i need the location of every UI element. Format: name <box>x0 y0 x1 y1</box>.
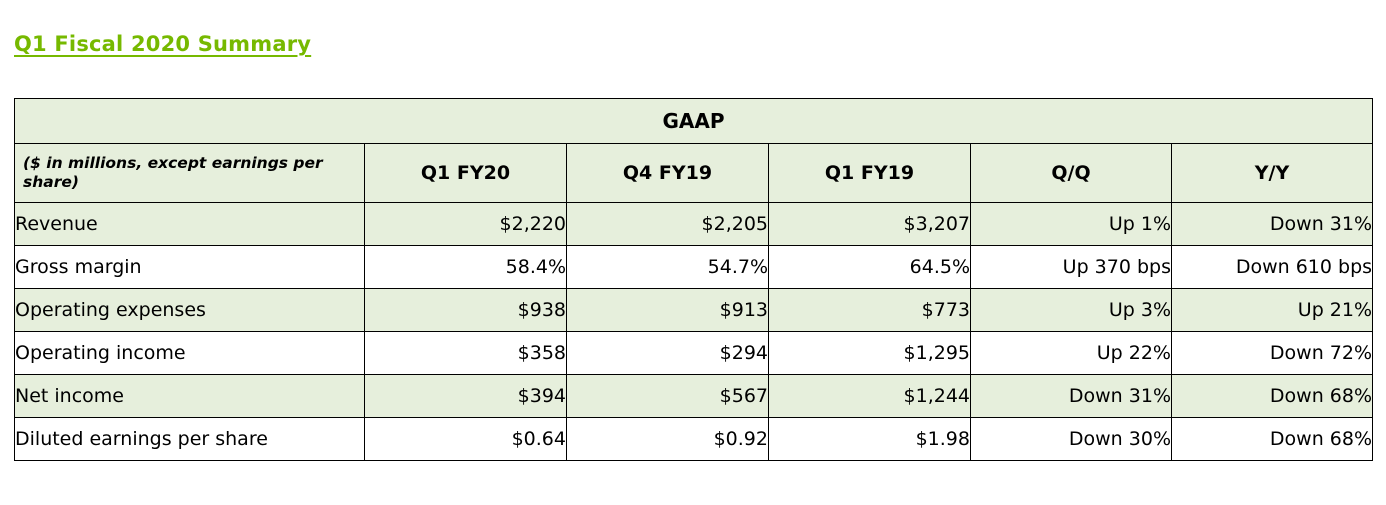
cell-gross-margin-q4fy19: 54.7% <box>567 246 769 289</box>
row-label-diluted-eps: Diluted earnings per share <box>15 418 365 461</box>
row-label-net-income: Net income <box>15 375 365 418</box>
row-label-operating-expenses: Operating expenses <box>15 289 365 332</box>
summary-table-container <box>14 98 1372 461</box>
cell-gross-margin-q1fy20: 58.4% <box>365 246 567 289</box>
cell-operating-income-qq: Up 22% <box>971 332 1172 375</box>
table-row <box>15 203 1373 246</box>
cell-operating-expenses-q4fy19: $913 <box>567 289 769 332</box>
table-row <box>15 246 1373 289</box>
cell-net-income-q1fy20: $394 <box>365 375 567 418</box>
cell-gross-margin-q1fy19: 64.5% <box>769 246 971 289</box>
table-group-header-row <box>15 99 1373 144</box>
cell-operating-income-q1fy20: $358 <box>365 332 567 375</box>
cell-diluted-eps-qq: Down 30% <box>971 418 1172 461</box>
cell-net-income-qq: Down 31% <box>971 375 1172 418</box>
cell-gross-margin-qq: Up 370 bps <box>971 246 1172 289</box>
stub-header-cell: ($ in millions, except earnings per share) <box>15 144 365 203</box>
column-header-q1-fy20: Q1 FY20 <box>365 144 567 203</box>
table-row <box>15 375 1373 418</box>
financial-summary-table <box>14 98 1373 461</box>
table-header <box>15 99 1373 203</box>
column-header-qq: Q/Q <box>971 144 1172 203</box>
cell-revenue-q1fy19: $3,207 <box>769 203 971 246</box>
cell-revenue-yy: Down 31% <box>1172 203 1373 246</box>
cell-operating-income-q4fy19: $294 <box>567 332 769 375</box>
table-column-header-row <box>15 144 1373 203</box>
cell-operating-income-yy: Down 72% <box>1172 332 1373 375</box>
column-header-q1-fy19: Q1 FY19 <box>769 144 971 203</box>
cell-diluted-eps-q1fy20: $0.64 <box>365 418 567 461</box>
cell-operating-income-q1fy19: $1,295 <box>769 332 971 375</box>
table-row <box>15 332 1373 375</box>
cell-gross-margin-yy: Down 610 bps <box>1172 246 1373 289</box>
gaap-header-cell: GAAP <box>15 99 1373 144</box>
cell-revenue-q1fy20: $2,220 <box>365 203 567 246</box>
row-label-operating-income: Operating income <box>15 332 365 375</box>
table-row <box>15 418 1373 461</box>
cell-net-income-q4fy19: $567 <box>567 375 769 418</box>
cell-revenue-qq: Up 1% <box>971 203 1172 246</box>
cell-operating-expenses-qq: Up 3% <box>971 289 1172 332</box>
cell-diluted-eps-q1fy19: $1.98 <box>769 418 971 461</box>
column-header-yy: Y/Y <box>1172 144 1373 203</box>
cell-net-income-q1fy19: $1,244 <box>769 375 971 418</box>
cell-operating-expenses-q1fy20: $938 <box>365 289 567 332</box>
cell-operating-expenses-yy: Up 21% <box>1172 289 1373 332</box>
cell-operating-expenses-q1fy19: $773 <box>769 289 971 332</box>
cell-diluted-eps-yy: Down 68% <box>1172 418 1373 461</box>
table-body <box>15 203 1373 461</box>
column-header-q4-fy19: Q4 FY19 <box>567 144 769 203</box>
row-label-gross-margin: Gross margin <box>15 246 365 289</box>
cell-revenue-q4fy19: $2,205 <box>567 203 769 246</box>
cell-net-income-yy: Down 68% <box>1172 375 1373 418</box>
table-row <box>15 289 1373 332</box>
cell-diluted-eps-q4fy19: $0.92 <box>567 418 769 461</box>
page-title: Q1 Fiscal 2020 Summary <box>14 32 312 56</box>
row-label-revenue: Revenue <box>15 203 365 246</box>
